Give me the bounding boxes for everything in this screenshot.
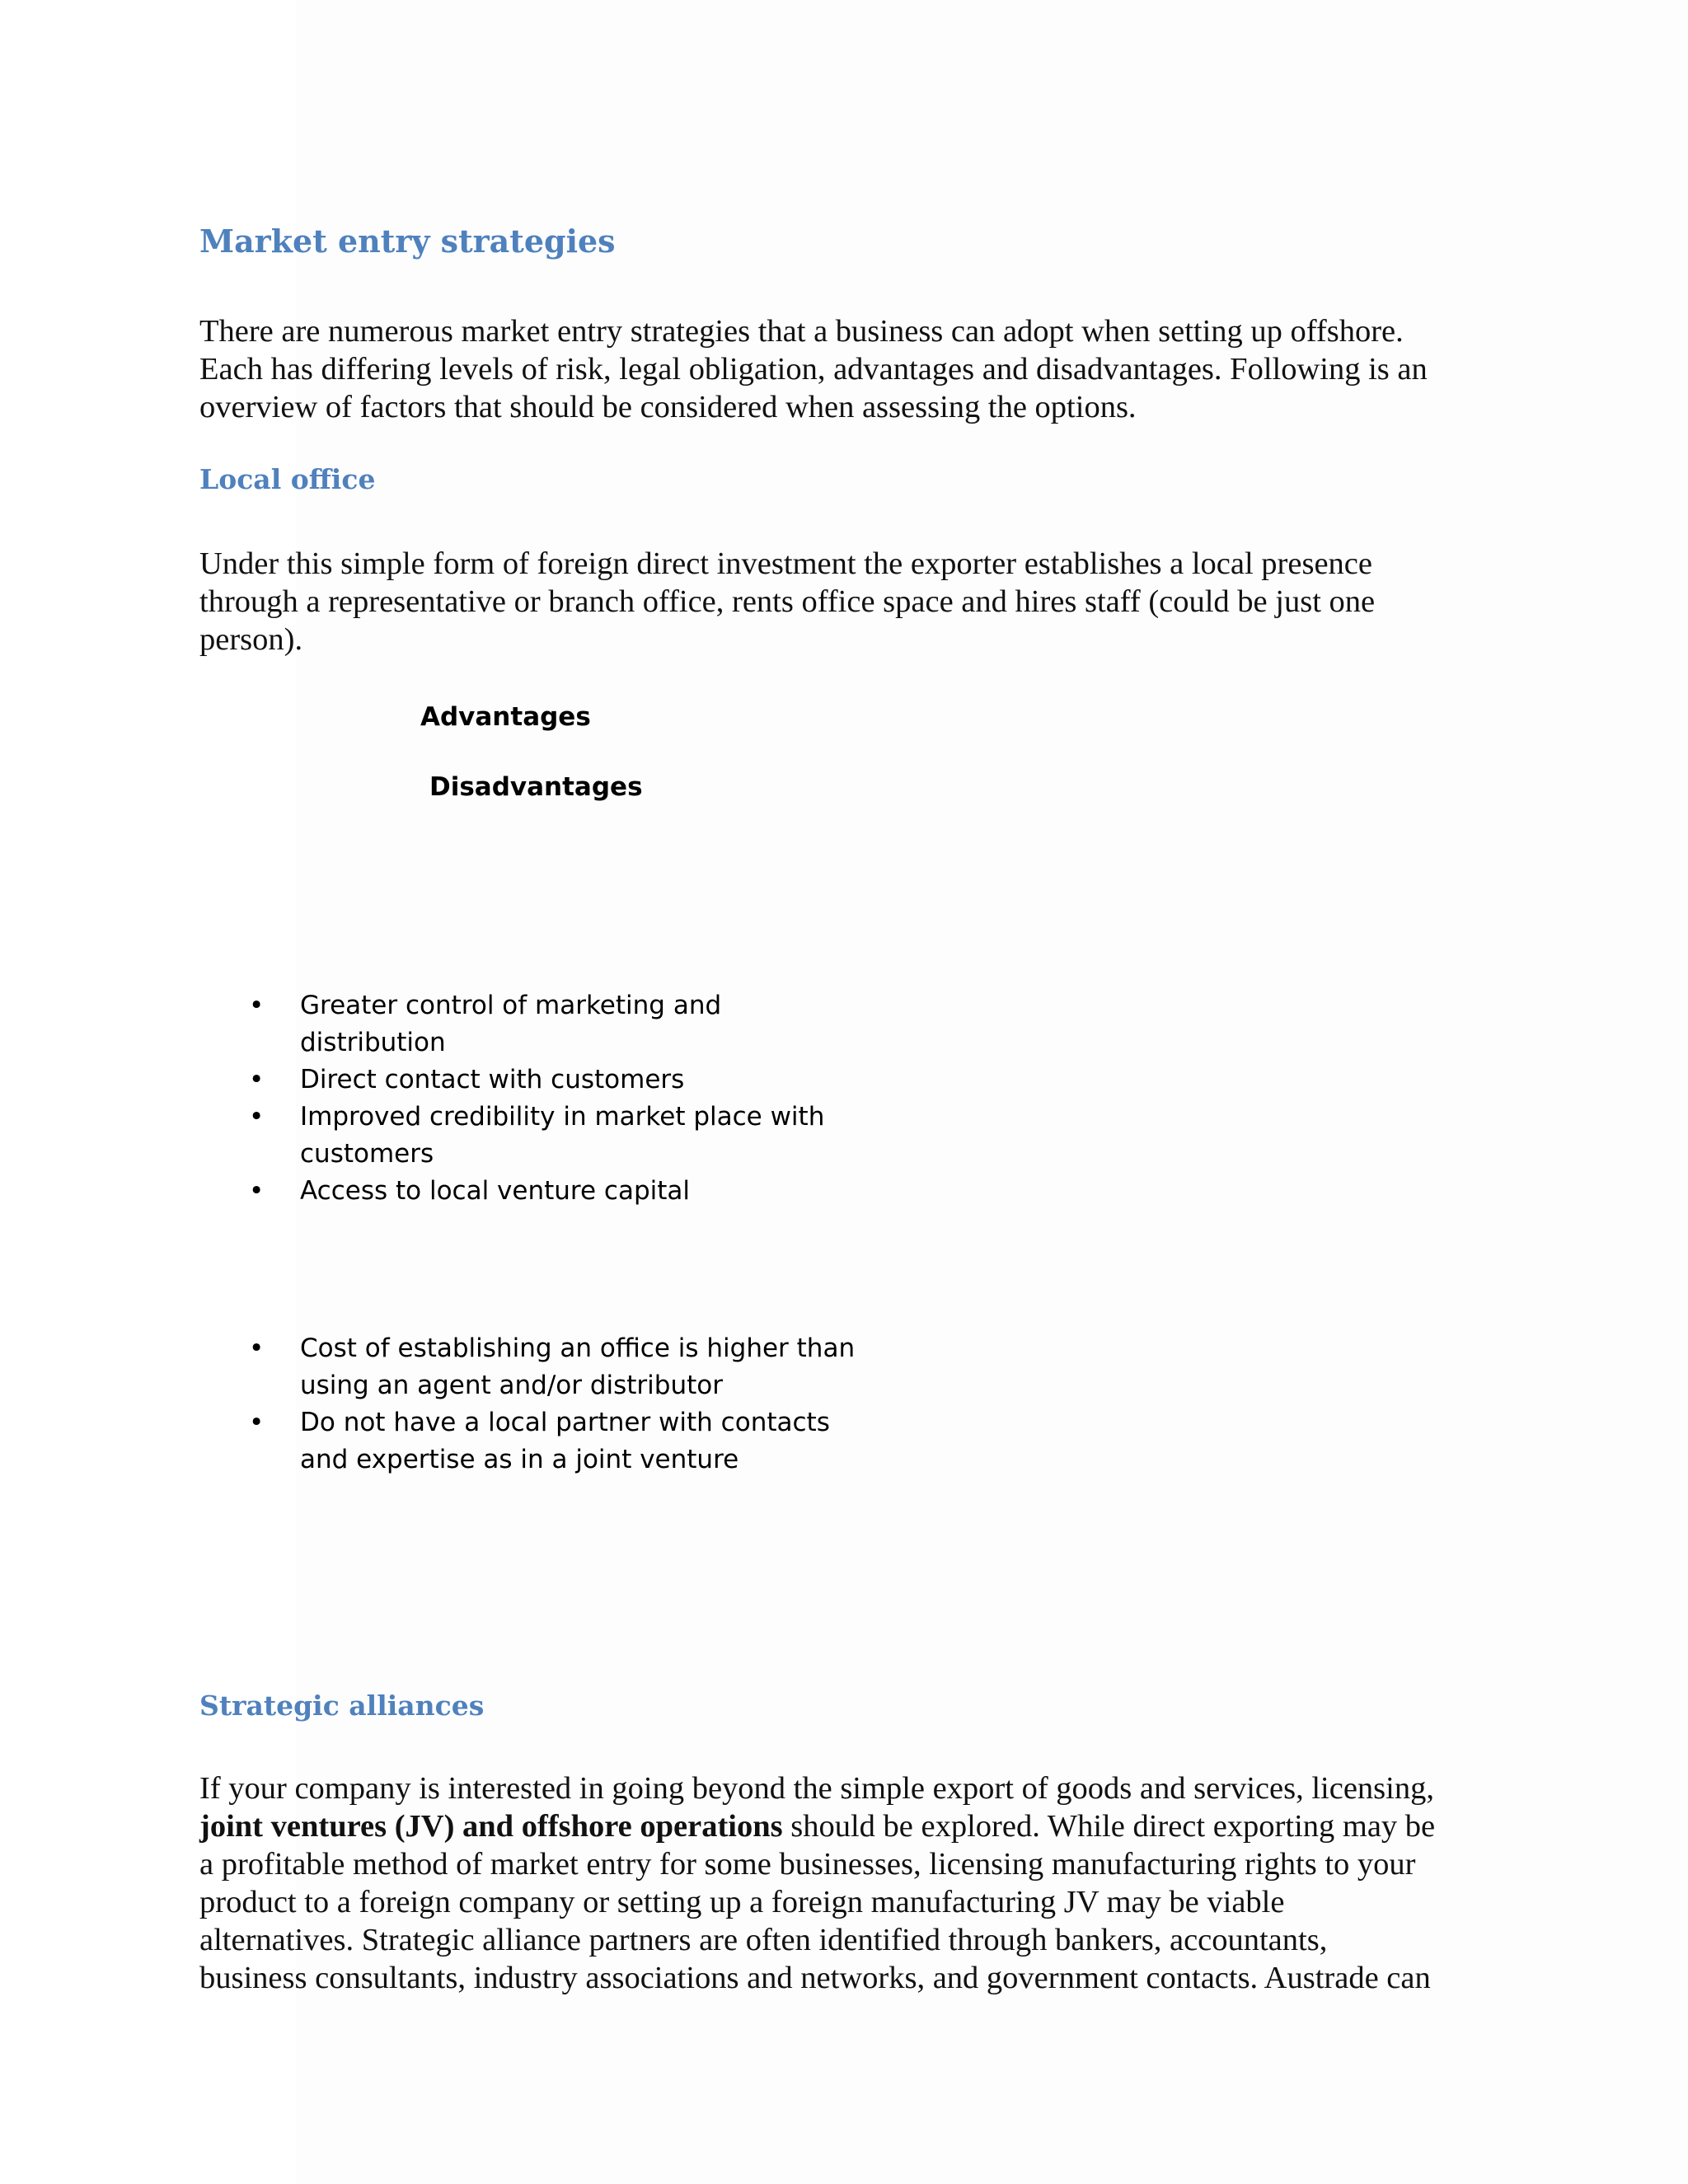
intro-line-3: overview of factors that should be considered when assessing the options. [199, 390, 1137, 424]
strategic-line-3: a profitable method of market entry for some businesses, licensing manufacturing rights to your [199, 1847, 1416, 1882]
bullet-icon: • [249, 1102, 265, 1132]
strategic-line-2-bold: joint ventures (JV) and offshore operations [199, 1809, 783, 1844]
local-office-line-1: Under this simple form of foreign direct investment the exporter establishes a local presence [199, 546, 1372, 581]
bullet-icon: • [249, 1176, 265, 1206]
advantage-item-1-line-2: distribution [300, 1028, 446, 1057]
disadvantage-item-2-line-2: and expertise as in a joint venture [300, 1445, 739, 1474]
section-heading-local-office: Local office [199, 463, 376, 495]
advantage-item-3-line-2: customers [300, 1139, 434, 1169]
bullet-icon: • [249, 1408, 265, 1437]
bullet-icon: • [249, 1065, 265, 1094]
strategic-line-2-rest: should be explored. While direct exporting may be [782, 1809, 1436, 1844]
disadvantages-heading: Disadvantages [429, 772, 643, 802]
local-office-line-3: person). [199, 622, 303, 657]
strategic-line-6: business consultants, industry associations and networks, and government contacts. Austrade can [199, 1961, 1431, 1995]
disadvantage-item-2-line-1: Do not have a local partner with contacts [300, 1408, 830, 1437]
disadvantage-item-1-line-1: Cost of establishing an office is higher than [300, 1333, 856, 1363]
advantage-item-4-line-1: Access to local venture capital [300, 1176, 690, 1206]
advantage-item-1-line-1: Greater control of marketing and [300, 991, 722, 1020]
page-title: Market entry strategies [199, 223, 616, 260]
strategic-line-2 [199, 1808, 1435, 1844]
bullet-icon: • [249, 1333, 265, 1363]
advantage-item-2-line-1: Direct contact with customers [300, 1065, 685, 1094]
strategic-line-1: If your company is interested in going beyond the simple export of goods and services, licensing, [199, 1771, 1434, 1806]
advantages-heading: Advantages [420, 702, 591, 732]
strategic-line-5: alternatives. Strategic alliance partners are often identified through bankers, accountants, [199, 1923, 1328, 1957]
local-office-line-2: through a representative or branch office, rents office space and hires staff (could be just one [199, 584, 1376, 619]
intro-line-2: Each has differing levels of risk, legal obligation, advantages and disadvantages. Following is an [199, 352, 1428, 387]
bullet-icon: • [249, 991, 265, 1020]
disadvantage-item-1-line-2: using an agent and/or distributor [300, 1371, 723, 1400]
strategic-line-4: product to a foreign company or setting up a foreign manufacturing JV may be viable [199, 1885, 1285, 1919]
intro-line-1: There are numerous market entry strategies that a business can adopt when setting up offshore. [199, 314, 1404, 349]
advantage-item-3-line-1: Improved credibility in market place with [300, 1102, 825, 1132]
section-heading-strategic-alliances: Strategic alliances [199, 1690, 485, 1722]
